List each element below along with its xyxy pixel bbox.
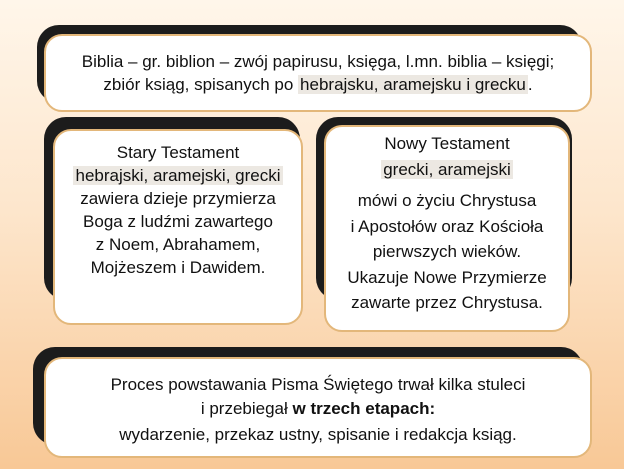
definition-line-2 <box>46 73 590 96</box>
new-testament-desc-line: i Apostołów oraz Kościoła <box>350 216 544 236</box>
definition-period: . <box>527 75 533 94</box>
new-testament-title: Nowy Testament <box>384 134 510 153</box>
new-testament-box <box>324 125 570 332</box>
old-testament-languages-text: hebrajski, aramejski, grecki <box>75 166 281 185</box>
new-testament-desc-line: mówi o życiu Chrystusa <box>357 191 537 210</box>
definition-text: zbiór ksiąg, spisanych po <box>103 75 299 94</box>
process-line-1: Proces powstawania Pisma Świętego trwał kilka stuleci <box>110 375 526 394</box>
new-testament-languages-text: grecki, aramejski <box>383 159 511 179</box>
definition-line-1: Biblia – gr. biblion – zwój papirusu, księga, l.mn. biblia – księgi; <box>81 52 555 71</box>
process-emphasis: w trzech etapach: <box>292 399 436 418</box>
new-testament-desc-line: pierwszych wieków. <box>372 242 522 261</box>
languages-highlight: hebrajsku, aramejsku i grecku <box>300 75 526 94</box>
process-line-3: wydarzenie, przekaz ustny, spisanie i redakcja ksiąg. <box>119 425 517 444</box>
old-testament-box <box>53 129 303 325</box>
old-testament-desc-line: zawiera dzieje przymierza <box>80 189 276 208</box>
process-line-2 <box>46 397 590 421</box>
new-testament-desc-line: zawarte przez Chrystusa. <box>351 293 543 312</box>
old-testament-desc-line: z Noem, Abrahamem, <box>95 235 261 254</box>
old-testament-title: Stary Testament <box>116 143 240 162</box>
new-testament-desc-line: Ukazuje Nowe Przymierze <box>347 267 547 287</box>
old-testament-languages <box>55 164 301 187</box>
old-testament-desc-line: Mojżeszem i Dawidem. <box>90 258 266 277</box>
old-testament-desc-line: Boga z ludźmi zawartego <box>83 212 273 231</box>
process-text: i przebiegał <box>200 399 293 418</box>
process-box <box>44 357 592 458</box>
bible-definition-box <box>44 34 592 112</box>
new-testament-languages <box>326 157 568 183</box>
